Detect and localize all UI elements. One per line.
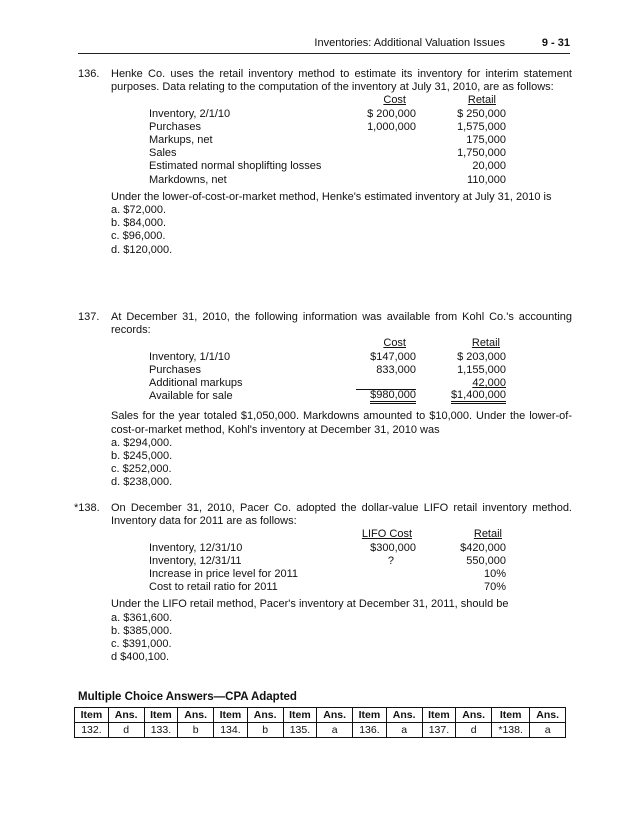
option-c: c. $96,000. — [111, 230, 166, 243]
row-label: Purchases — [149, 363, 201, 376]
table-row — [111, 351, 572, 364]
chapter-title: Inventories: Additional Valuation Issues — [314, 37, 505, 49]
option-c: c. $391,000. — [111, 637, 172, 650]
row-retail: $ 250,000 — [457, 107, 506, 120]
answer-value: d — [456, 723, 492, 738]
question-number: *138. — [74, 502, 100, 514]
col-retail-header: Retail — [473, 528, 502, 541]
answer-value: b — [247, 723, 283, 738]
option-a: a. $72,000. — [111, 203, 167, 216]
col-retail-header: Retail — [471, 337, 500, 350]
row-retail: 70% — [483, 581, 506, 594]
answer-item: 136. — [353, 723, 387, 738]
option-d: d. $120,000. — [111, 243, 173, 256]
table-row — [111, 555, 572, 568]
col-item-header: Item — [492, 708, 530, 723]
table-header — [111, 94, 572, 107]
table-row — [111, 568, 572, 581]
table-row — [111, 134, 572, 147]
table-header — [111, 337, 572, 350]
answer-item: 135. — [283, 723, 317, 738]
col-item-header: Item — [353, 708, 387, 723]
question-prompt: Sales for the year totaled $1,050,000. Markdowns amounted to $10,000. Under the lower-of-cost-or-market method, Kohl's inventory at December 31, 2010 was — [111, 410, 572, 436]
question-stem: On December 31, 2010, Pacer Co. adopted the dollar-value LIFO retail inventory method. Inventory data for 2011 are as follows: — [111, 502, 572, 528]
option-c: c. $252,000. — [111, 463, 172, 476]
col-item-header: Item — [422, 708, 456, 723]
option-b: b. $385,000. — [111, 624, 173, 637]
question-prompt: Under the LIFO retail method, Pacer's inventory at December 31, 2011, should be — [111, 598, 509, 611]
option-a: a. $361,600. — [111, 611, 173, 624]
col-cost-header: Cost — [383, 337, 406, 350]
table-row — [111, 147, 572, 160]
answer-value: a — [317, 723, 353, 738]
row-cost: 833,000 — [376, 363, 416, 376]
row-retail: 20,000 — [472, 160, 506, 173]
table-row — [111, 581, 572, 594]
row-label: Inventory, 12/31/11 — [149, 554, 242, 567]
row-label: Markdowns, net — [149, 173, 227, 186]
col-item-header: Item — [75, 708, 109, 723]
row-retail: 1,155,000 — [457, 363, 506, 376]
col-item-header: Item — [214, 708, 248, 723]
answer-value: a — [386, 723, 422, 738]
row-label: Additional markups — [149, 376, 243, 389]
answer-item: *138. — [492, 723, 530, 738]
row-label: Available for sale — [149, 390, 233, 403]
row-label: Cost to retail ratio for 2011 — [149, 581, 278, 594]
table-row — [111, 108, 572, 121]
question-prompt: Under the lower-of-cost-or-market method, Henke's estimated inventory at July 31, 2010 is — [111, 190, 552, 203]
col-item-header: Item — [283, 708, 317, 723]
answers-table — [74, 707, 566, 738]
col-cost-header: Cost — [383, 94, 406, 107]
row-retail: 42,000 — [472, 376, 506, 389]
answer-item: 134. — [214, 723, 248, 738]
answers-title: Multiple Choice Answers—CPA Adapted — [78, 691, 297, 703]
page-number: 9 - 31 — [541, 37, 570, 49]
col-ans-header: Ans. — [247, 708, 283, 723]
question-number: 137. — [78, 311, 100, 323]
row-cost: 1,000,000 — [367, 120, 416, 133]
row-label: Inventory, 2/1/10 — [149, 107, 231, 120]
row-retail: 1,575,000 — [457, 120, 506, 133]
row-cost: $980,000 — [370, 390, 416, 404]
table-row — [111, 160, 572, 173]
option-d: d $400,100. — [111, 651, 170, 664]
option-b: b. $84,000. — [111, 217, 167, 230]
answer-value: b — [178, 723, 214, 738]
answer-value: d — [108, 723, 144, 738]
page-header — [78, 36, 570, 54]
row-label: Estimated normal shoplifting losses — [149, 160, 322, 173]
answers-row — [75, 723, 566, 738]
row-retail: 110,000 — [467, 173, 506, 186]
answers-header-row — [75, 708, 566, 723]
col-cost-header: LIFO Cost — [361, 528, 412, 541]
row-label: Markups, net — [149, 133, 213, 146]
table-row — [111, 542, 572, 555]
col-ans-header: Ans. — [178, 708, 214, 723]
col-ans-header: Ans. — [530, 708, 566, 723]
col-ans-header: Ans. — [386, 708, 422, 723]
row-retail: $420,000 — [460, 541, 506, 554]
row-cost: $300,000 — [370, 541, 416, 554]
col-ans-header: Ans. — [317, 708, 353, 723]
col-retail-header: Retail — [467, 94, 496, 107]
row-cost: $ 200,000 — [367, 107, 416, 120]
row-label: Sales — [149, 147, 177, 160]
col-ans-header: Ans. — [108, 708, 144, 723]
row-retail: 1,750,000 — [457, 147, 506, 160]
row-retail: 10% — [483, 567, 506, 580]
row-cost: $147,000 — [370, 350, 416, 363]
table-row — [111, 364, 572, 377]
row-label: Purchases — [149, 120, 201, 133]
row-label: Increase in price level for 2011 — [149, 567, 298, 580]
table-header — [111, 528, 572, 541]
row-retail: $1,400,000 — [451, 390, 506, 404]
row-retail: $ 203,000 — [457, 350, 506, 363]
answer-item: 132. — [75, 723, 109, 738]
question-stem: At December 31, 2010, the following information was available from Kohl Co.'s accounting records: — [111, 311, 572, 337]
col-item-header: Item — [144, 708, 178, 723]
option-b: b. $245,000. — [111, 449, 173, 462]
row-retail: 175,000 — [466, 133, 506, 146]
answer-item: 133. — [144, 723, 178, 738]
table-row — [111, 121, 572, 134]
answer-value: a — [530, 723, 566, 738]
row-cost: ? — [387, 554, 394, 567]
row-label: Inventory, 1/1/10 — [149, 350, 231, 363]
table-row — [111, 174, 572, 187]
option-d: d. $238,000. — [111, 476, 173, 489]
col-ans-header: Ans. — [456, 708, 492, 723]
row-label: Inventory, 12/31/10 — [149, 541, 243, 554]
answer-item: 137. — [422, 723, 456, 738]
question-number: 136. — [78, 68, 100, 80]
question-stem: Henke Co. uses the retail inventory method to estimate its inventory for interim statement purposes. Data relating to the computation of the inventory at July 31, 2010, are as follows: — [111, 68, 572, 94]
row-cost-rule — [356, 377, 416, 390]
row-retail: 550,000 — [466, 554, 506, 567]
table-row — [111, 390, 572, 403]
option-a: a. $294,000. — [111, 436, 173, 449]
